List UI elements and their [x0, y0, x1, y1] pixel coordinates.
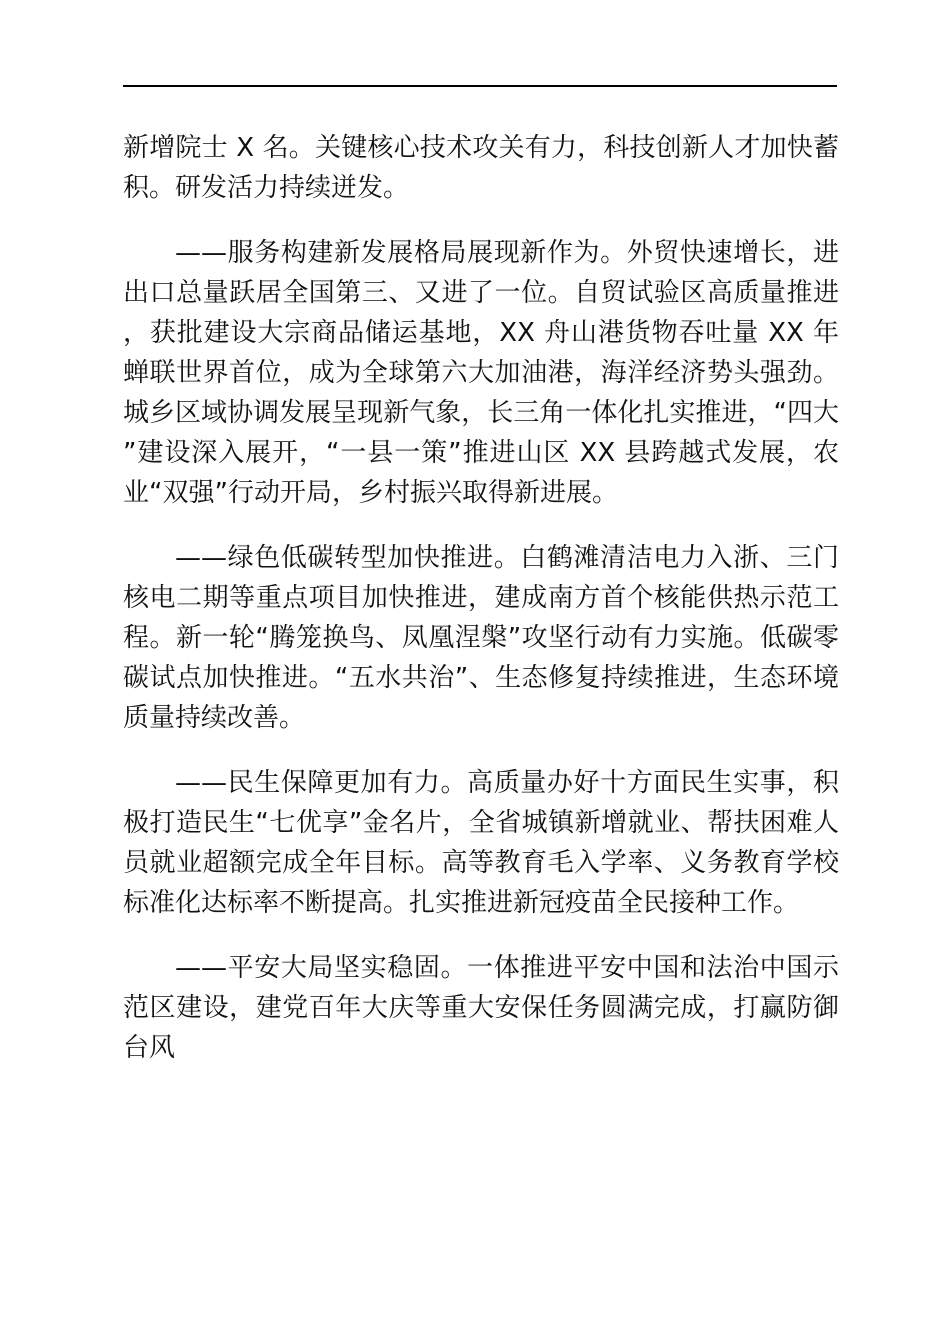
- paragraph-4: ——民生保障更加有力。高质量办好十方面民生实事，积极打造民生“七优享”金名片，全省城镇新增就业、帮扶困难人员就业超额完成全年目标。高等教育毛入学率、义务教育学校标准化达标率不断提高。扎实推进新冠疫苗全民接种工作。: [123, 768, 839, 918]
- body-text: [123, 128, 839, 1068]
- paragraph-1: 新增院士 X 名。关键核心技术攻关有力，科技创新人才加快蓄积。研发活力持续迸发。: [123, 133, 839, 203]
- paragraph-2: ——服务构建新发展格局展现新作为。外贸快速增长，进出口总量跃居全国第三、又进了一位。自贸试验区高质量推进，获批建设大宗商品储运基地，XX 舟山港货物吞吐量 XX 年蝉联世界首位，成为全球第六大加油港，海洋经济势头强劲。城乡区域协调发展呈现新气象，长三角一体化扎实推进，“四大”建设深入展开，“一县一策”推进山区 XX 县跨越式发展，农业“双强”行动开局，乡村振兴取得新进展。: [123, 238, 839, 508]
- header-rule: [123, 85, 837, 87]
- paragraph-3: ——绿色低碳转型加快推进。白鹤滩清洁电力入浙、三门核电二期等重点项目加快推进，建成南方首个核能供热示范工程。新一轮“腾笼换鸟、凤凰涅槃”攻坚行动有力实施。低碳零碳试点加快推进。“五水共治”、生态修复持续推进，生态环境质量持续改善。: [123, 543, 839, 733]
- paragraph-5: ——平安大局坚实稳固。一体推进平安中国和法治中国示范区建设，建党百年大庆等重大安保任务圆满完成，打赢防御台风: [123, 953, 839, 1063]
